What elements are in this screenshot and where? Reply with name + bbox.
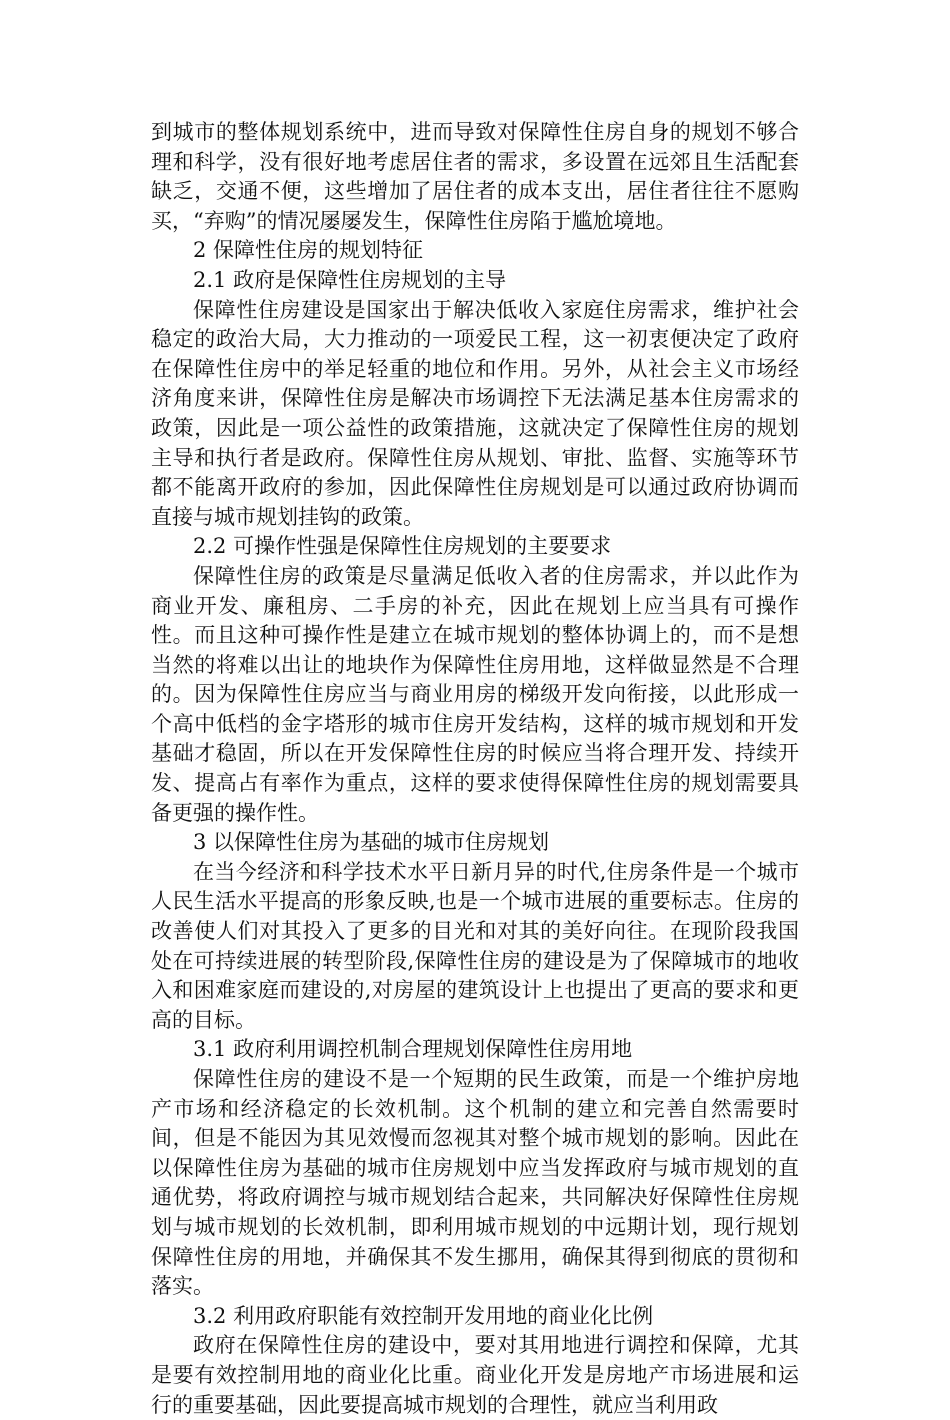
subsection-heading: 3.2 利用政府职能有效控制开发用地的商业化比例 (193, 1303, 654, 1328)
paragraph: 在当今经济和科学技术水平日新月异的时代,住房条件是一个城市人民生活水平提高的形象反映,也是一个城市进展的重要标志。住房的改善使人们对其投入了更多的目光和对其的美好向往。在现阶段我国处在可持续进展的转型阶段,保障性住房的建设是为了保障城市的地收入和困难家庭而建设的,对房屋的建筑设计上也提出了更高的要求和更高的目标。 (151, 859, 799, 1032)
subsection-heading: 2.2 可操作性强是保障性住房规划的主要要求 (193, 534, 612, 559)
document-body (151, 118, 799, 1420)
subsection-heading: 2.1 政府是保障性住房规划的主导 (193, 267, 507, 292)
paragraph: 保障性住房的建设不是一个短期的民生政策，而是一个维护房地产市场和经济稳定的长效机制。这个机制的建立和完善自然需要时间，但是不能因为其见效慢而忽视其对整个城市规划的影响。因此在以保障性住房为基础的城市住房规划中应当发挥政府与城市规划的直通优势，将政府调控与城市规划结合起来，共同解决好保障性住房规划与城市规划的长效机制，即利用城市规划的中远期计划，现行规划保障性住房的用地，并确保其不发生挪用，确保其得到彻底的贯彻和落实。 (151, 1067, 799, 1299)
paragraph: 保障性住房建设是国家出于解决低收入家庭住房需求，维护社会稳定的政治大局，大力推动的一项爱民工程，这一初衷便决定了政府在保障性住房中的举足轻重的地位和作用。另外，从社会主义市场经济角度来讲，保障性住房是解决市场调控下无法满足基本住房需求的政策，因此是一项公益性的政策措施，这就决定了保障性住房的规划主导和执行者是政府。保障性住房从规划、审批、监督、实施等环节都不能离开政府的参加，因此保障性住房规划是可以通过政府协调而直接与城市规划挂钩的政策。 (151, 297, 799, 529)
paragraph: 政府在保障性住房的建设中，要对其用地进行调控和保障，尤其是要有效控制用地的商业化比重。商业化开发是房地产市场进展和运行的重要基础，因此要提高城市规划的合理性，就应当利用政 (151, 1333, 799, 1417)
paragraph: 到城市的整体规划系统中，进而导致对保障性住房自身的规划不够合理和科学，没有很好地考虑居住者的需求，多设置在远郊且生活配套缺乏，交通不便，这些增加了居住者的成本支出，居住者往往不愿购买，“弃购”的情况屡屡发生，保障性住房陷于尴尬境地。 (151, 120, 799, 233)
subsection-heading: 3.1 政府利用调控机制合理规划保障性住房用地 (193, 1037, 633, 1062)
section-heading: 2 保障性住房的规划特征 (193, 238, 424, 263)
paragraph: 保障性住房的政策是尽量满足低收入者的住房需求，并以此作为商业开发、廉租房、二手房的补充，因此在规划上应当具有可操作性。而且这种可操作性是建立在城市规划的整体协调上的，而不是想当然的将难以出让的地块作为保障性住房用地，这样做显然是不合理的。因为保障性住房应当与商业用房的梯级开发向衔接，以此形成一个高中低档的金字塔形的城市住房开发结构，这样的城市规划和开发基础才稳固，所以在开发保障性住房的时候应当将合理开发、持续开发、提高占有率作为重点，这样的要求使得保障性住房的规划需要具备更强的操作性。 (151, 563, 799, 825)
section-heading: 3 以保障性住房为基础的城市住房规划 (193, 830, 550, 855)
